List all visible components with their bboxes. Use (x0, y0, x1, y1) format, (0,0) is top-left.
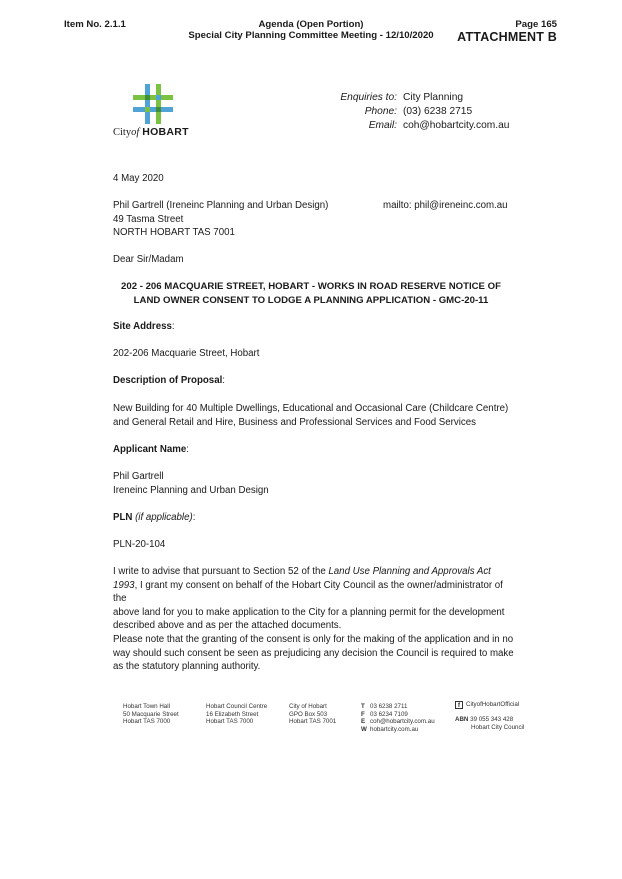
consent-line-2-rest: , I grant my consent on behalf of the Hobart City Council as the owner/administrator of the (113, 579, 503, 604)
footer-email-value[interactable]: coh@hobartcity.com.au (370, 718, 435, 726)
consent-line-4: described above and as per the attached documents. (113, 620, 342, 631)
footer-postal (289, 703, 336, 726)
footer-phone-value: 03 6238 2711 (370, 703, 408, 710)
act-name-part-2: 1993 (113, 579, 135, 591)
contact-values (403, 91, 509, 132)
footer-abn-entity: Hobart City Council (471, 723, 525, 731)
pln-number: PLN-20-104 (113, 539, 166, 550)
recipient-name: Phil Gartrell (Ireneinc Planning and Urban Design) (113, 200, 329, 211)
footer-col3-line3: Hobart TAS 7001 (289, 718, 337, 726)
page-info (457, 19, 557, 44)
phone-label: Phone: (364, 105, 397, 117)
footer-contact (361, 703, 435, 733)
footer-fax (361, 711, 435, 719)
enquiries-value: City Planning (403, 92, 464, 103)
subject-line-2: LAND OWNER CONSENT TO LODGE A PLANNING APPLICATION - GMC-20-11 (133, 294, 489, 306)
footer-social (455, 701, 524, 731)
consent-paragraph (113, 565, 518, 633)
pln-heading-text: PLN (113, 512, 133, 523)
site-address-heading: Site Address: (113, 321, 175, 332)
consent-line-1 (113, 565, 518, 579)
logo-wordmark (113, 126, 189, 139)
footer-facebook-handle[interactable]: CityofHobartOfficial (466, 701, 520, 708)
footer-web[interactable] (361, 726, 435, 734)
footer-col1-line2: 50 Macquarie Street (123, 710, 179, 718)
logo-hobart: HOBART (142, 126, 189, 138)
footer-town-hall (123, 703, 179, 726)
item-number: Item No. 2.1.1 (64, 19, 126, 30)
contact-labels (340, 91, 397, 132)
footer-col3-line2: GPO Box 503 (289, 710, 328, 718)
applicant-heading: Applicant Name: (113, 444, 189, 455)
footer-fax-label: F (361, 710, 365, 718)
page-number: Page 165 (515, 19, 557, 30)
subject-line-1: 202 - 206 MACQUARIE STREET, HOBART - WORKS IN ROAD RESERVE NOTICE OF (121, 281, 501, 292)
proposal-heading: Description of Proposal: (113, 375, 225, 386)
footer-col1-line1: Hobart Town Hall (123, 703, 170, 710)
footer-abn-value: 39 055 343 428 (470, 716, 514, 723)
logo-of: of (131, 127, 140, 138)
applicant-details (113, 470, 513, 497)
applicant-company: Ireneinc Planning and Urban Design (113, 484, 269, 496)
footer-email-label: E (361, 718, 366, 726)
enquiries-label: Enquiries to: (340, 92, 397, 103)
meeting-title: Special City Planning Committee Meeting - 12/10/2020 (188, 30, 434, 41)
footer-phone (361, 703, 435, 711)
applicant-heading-text: Applicant Name (113, 444, 187, 455)
consent-prefix: I write to advise that pursuant to Section 52 of the (113, 566, 329, 577)
consent-line-2 (113, 579, 518, 606)
salutation: Dear Sir/Madam (113, 254, 184, 265)
email-label: Email: (368, 119, 397, 131)
pln-note: (if applicable) (135, 512, 193, 523)
agenda-title: Agenda (Open Portion) (258, 19, 364, 30)
footer-email[interactable] (361, 718, 435, 726)
footer-col3-line1: City of Hobart (289, 703, 327, 710)
act-name-part-1: Land Use Planning and Approvals Act (328, 566, 491, 577)
applicant-name: Phil Gartrell (113, 471, 164, 482)
site-address-heading-text: Site Address (113, 321, 172, 332)
letter-date: 4 May 2020 (113, 173, 164, 184)
city-of-hobart-logo (113, 84, 203, 140)
recipient-city: NORTH HOBART TAS 7001 (113, 227, 235, 238)
footer-col2-line3: Hobart TAS 7000 (206, 718, 254, 726)
proposal-heading-text: Description of Proposal (113, 375, 223, 386)
proposal-description (113, 402, 523, 429)
footer-web-label: W (361, 725, 367, 733)
footer-col2-line2: 16 Elizabeth Street (206, 710, 259, 718)
footer-web-value[interactable]: hobartcity.com.au (370, 725, 419, 733)
note-paragraph (113, 633, 518, 674)
email-value[interactable]: coh@hobartcity.com.au (403, 119, 510, 131)
recipient-street: 49 Tasma Street (113, 213, 184, 225)
logo-city: City (113, 127, 132, 138)
footer-fax-value: 03 6234 7109 (370, 710, 408, 718)
subject-heading (113, 280, 509, 307)
hobart-logo-mark-icon (133, 84, 173, 124)
footer-phone-label: T (361, 703, 365, 710)
facebook-icon: f (455, 701, 463, 709)
footer-abn-label: ABN (455, 716, 469, 723)
note-line-1: Please note that the granting of the consent is only for the making of the application and in no (113, 634, 514, 645)
proposal-line-1: New Building for 40 Multiple Dwellings, Educational and Occasional Care (Childcare Centre) (113, 403, 509, 414)
note-line-3: as the statutory planning authority. (113, 661, 261, 672)
proposal-line-2: and General Retail and Hire, Business and Professional Services and Food Services (113, 416, 476, 428)
note-line-2: way should such consent be seen as prejudicing any decision the Council is required to make (113, 647, 514, 659)
recipient-email-link[interactable]: mailto: phil@ireneinc.com.au (383, 200, 508, 211)
footer-abn (455, 716, 524, 724)
footer-facebook[interactable] (455, 701, 524, 709)
footer-col2-line1: Hobart Council Centre (206, 703, 268, 710)
pln-heading: PLN (if applicable): (113, 512, 196, 523)
attachment-label: ATTACHMENT B (457, 30, 557, 44)
footer-col1-line3: Hobart TAS 7000 (123, 718, 171, 726)
phone-value: (03) 6238 2715 (403, 105, 473, 117)
footer-council-centre (206, 703, 267, 726)
consent-line-3: above land for you to make application to the City for a planning permit for the development (113, 606, 505, 618)
site-address-value: 202-206 Macquarie Street, Hobart (113, 348, 260, 359)
